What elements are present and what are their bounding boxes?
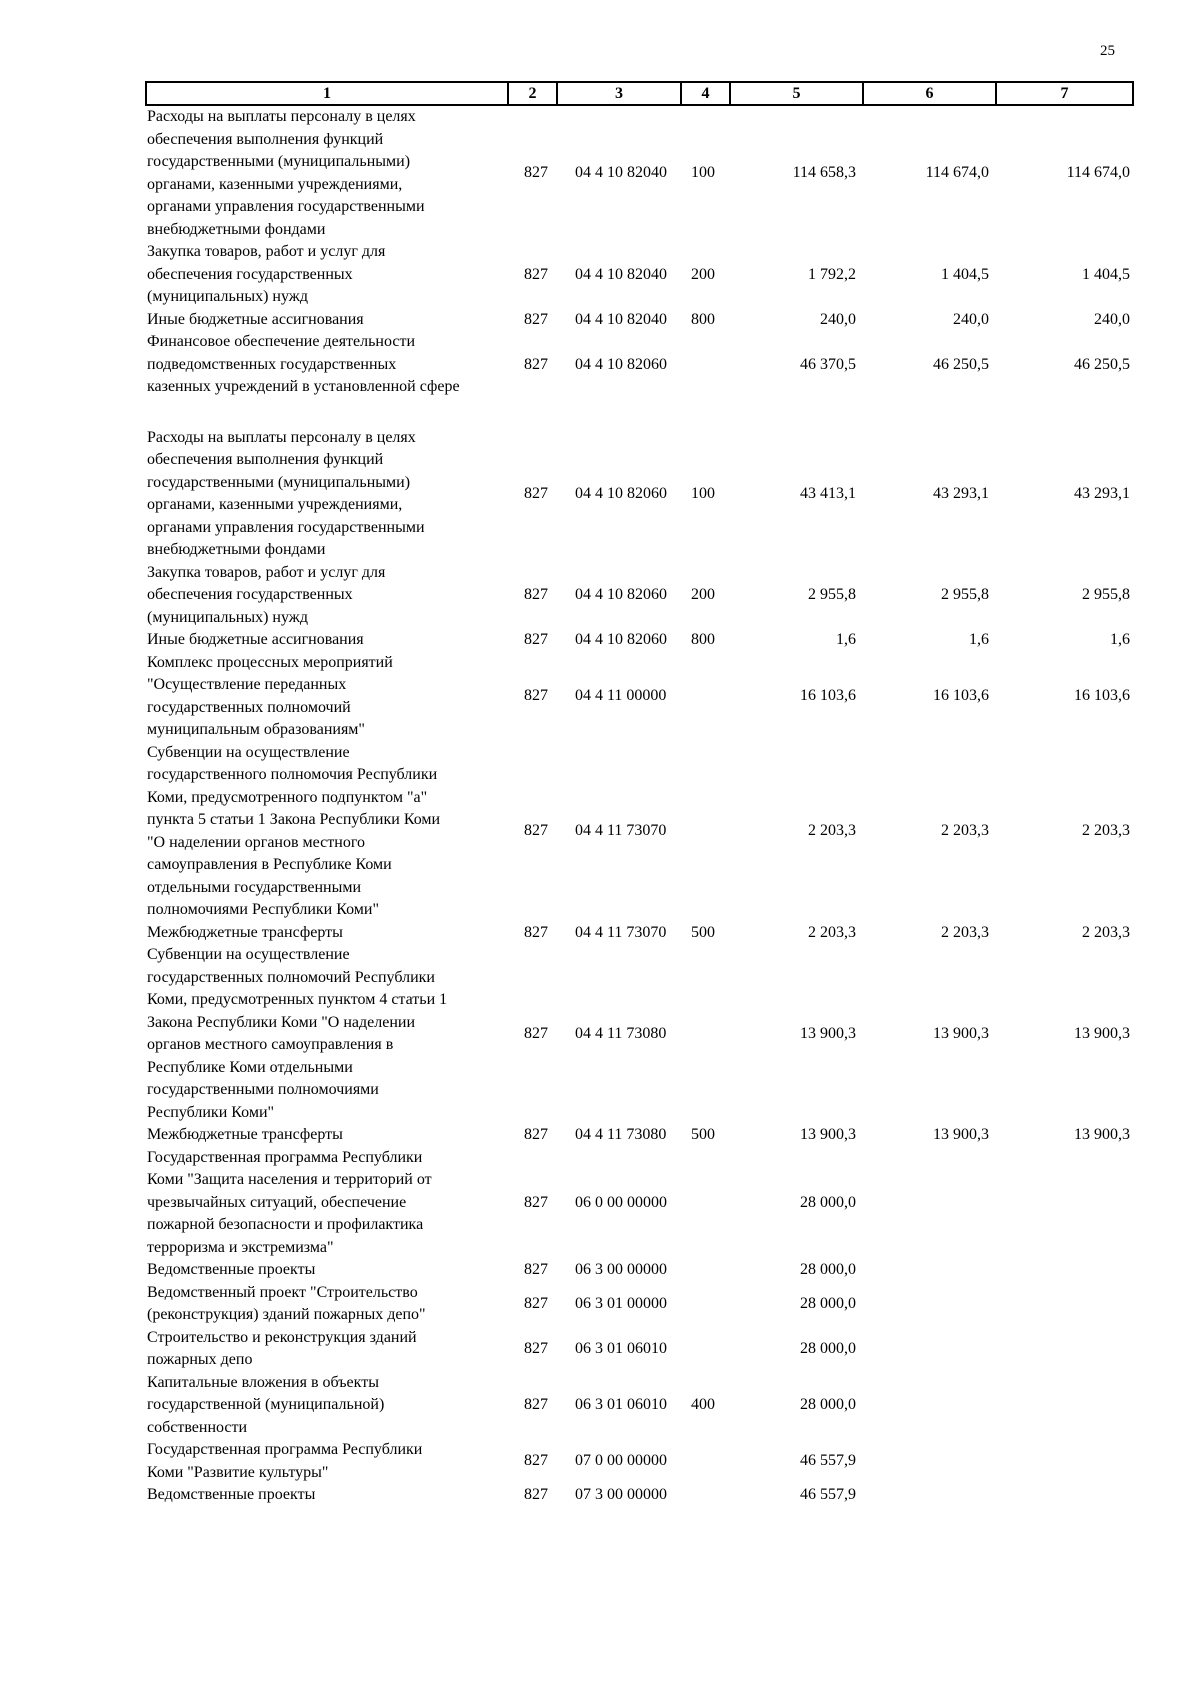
row-expense-type bbox=[681, 1327, 730, 1372]
row-value-7: 13 900,3 bbox=[1074, 1024, 1130, 1042]
row-expense-type bbox=[681, 331, 730, 399]
row-expense-type bbox=[681, 1147, 730, 1260]
row-value-6: 2 203,3 bbox=[941, 923, 989, 941]
row-target-code: 04 4 10 82040 bbox=[575, 310, 667, 328]
row-description: Межбюджетные трансферты bbox=[147, 923, 343, 941]
header-row bbox=[146, 82, 1133, 105]
row-admin-code: 827 bbox=[524, 822, 548, 840]
row-expense-type: 100 bbox=[691, 484, 715, 502]
row-description: Иные бюджетные ассигнования bbox=[147, 310, 364, 328]
row-value-6: 2 955,8 bbox=[941, 586, 989, 603]
row-value-7: 2 203,3 bbox=[1082, 923, 1130, 941]
row-description: Закупка товаров, работ и услуг для обеспечения государственных (муниципальных) нужд bbox=[147, 243, 386, 305]
row-expense-type bbox=[681, 944, 730, 1124]
row-value-7: 2 955,8 bbox=[1082, 586, 1130, 603]
row-value-7 bbox=[996, 1327, 1133, 1372]
table-spacer-row bbox=[146, 399, 1133, 427]
row-value-7: 114 674,0 bbox=[1066, 164, 1130, 182]
row-admin-code: 827 bbox=[524, 586, 548, 603]
row-admin-code: 827 bbox=[524, 1486, 548, 1503]
row-target-code: 06 3 01 06010 bbox=[575, 1339, 667, 1357]
header-col-7: 7 bbox=[996, 82, 1133, 105]
row-target-code: 04 4 10 82060 bbox=[575, 586, 667, 603]
table-row bbox=[146, 309, 1133, 332]
row-expense-type: 200 bbox=[691, 265, 715, 283]
row-value-7 bbox=[996, 1147, 1133, 1260]
row-value-5: 16 103,6 bbox=[800, 687, 856, 705]
row-value-7: 1,6 bbox=[1110, 631, 1130, 648]
row-admin-code: 827 bbox=[524, 1126, 548, 1143]
row-value-6: 43 293,1 bbox=[933, 484, 989, 502]
table-row bbox=[146, 1439, 1133, 1484]
row-value-5: 2 955,8 bbox=[808, 586, 856, 603]
row-value-6: 46 250,5 bbox=[933, 355, 989, 373]
row-expense-type: 200 bbox=[691, 586, 715, 603]
table-row bbox=[146, 331, 1133, 399]
row-target-code: 06 3 00 00000 bbox=[575, 1261, 667, 1278]
row-value-5: 240,0 bbox=[820, 310, 856, 328]
row-expense-type bbox=[681, 1282, 730, 1327]
row-target-code: 06 0 00 00000 bbox=[575, 1193, 667, 1211]
row-target-code: 04 4 10 82040 bbox=[575, 164, 667, 182]
row-expense-type: 800 bbox=[691, 310, 715, 328]
row-value-6: 1 404,5 bbox=[941, 265, 989, 283]
row-expense-type bbox=[681, 1259, 730, 1282]
row-admin-code: 827 bbox=[524, 631, 548, 648]
table-row bbox=[146, 1372, 1133, 1440]
row-value-7 bbox=[996, 1282, 1133, 1327]
table-row bbox=[146, 652, 1133, 742]
row-description: Ведомственные проекты bbox=[147, 1261, 316, 1278]
row-value-5: 46 557,9 bbox=[800, 1486, 856, 1503]
row-value-7: 240,0 bbox=[1094, 310, 1130, 328]
row-value-5: 114 658,3 bbox=[792, 164, 856, 182]
row-description: Ведомственные проекты bbox=[147, 1486, 316, 1503]
row-value-5: 2 203,3 bbox=[808, 822, 856, 840]
row-value-5: 28 000,0 bbox=[800, 1396, 856, 1413]
row-value-5: 13 900,3 bbox=[800, 1126, 856, 1143]
row-value-6 bbox=[863, 1439, 996, 1484]
row-value-5: 46 557,9 bbox=[800, 1452, 856, 1470]
row-expense-type bbox=[681, 1439, 730, 1484]
row-value-6: 1,6 bbox=[969, 631, 989, 648]
row-admin-code: 827 bbox=[524, 355, 548, 373]
row-description: Государственная программа Республики Коми "Защита населения и территорий от чрезвычайных ситуаций, обеспечение пожарной безопасности и профилактика терроризма и экстремизма" bbox=[147, 1148, 432, 1256]
row-value-5: 28 000,0 bbox=[800, 1193, 856, 1211]
row-admin-code: 827 bbox=[524, 1294, 548, 1312]
row-value-6: 13 900,3 bbox=[933, 1126, 989, 1143]
table-row bbox=[146, 105, 1133, 241]
row-value-7 bbox=[996, 1439, 1133, 1484]
row-admin-code: 827 bbox=[524, 1261, 548, 1278]
row-admin-code: 827 bbox=[524, 1452, 548, 1470]
table-row bbox=[146, 1327, 1133, 1372]
table-row bbox=[146, 629, 1133, 652]
row-value-7: 46 250,5 bbox=[1074, 355, 1130, 373]
table-row bbox=[146, 1259, 1133, 1282]
row-description: Государственная программа Республики Коми "Развитие культуры" bbox=[147, 1441, 423, 1481]
row-admin-code: 827 bbox=[524, 1193, 548, 1211]
table-row bbox=[146, 1484, 1133, 1507]
row-value-6 bbox=[863, 1372, 996, 1440]
row-value-6: 13 900,3 bbox=[933, 1024, 989, 1042]
row-admin-code: 827 bbox=[524, 687, 548, 705]
row-value-7: 13 900,3 bbox=[1074, 1126, 1130, 1143]
row-value-6 bbox=[863, 1147, 996, 1260]
row-target-code: 04 4 10 82040 bbox=[575, 265, 667, 283]
row-description: Расходы на выплаты персоналу в целях обеспечения выполнения функций государственными (муниципальными) органами, казенными учреждениями, органами управления государственными внебюджетными фондами bbox=[147, 428, 425, 558]
row-value-7: 1 404,5 bbox=[1082, 265, 1130, 283]
row-value-5: 28 000,0 bbox=[800, 1339, 856, 1357]
row-expense-type: 800 bbox=[691, 631, 715, 648]
row-admin-code: 827 bbox=[524, 923, 548, 941]
row-target-code: 04 4 10 82060 bbox=[575, 631, 667, 648]
row-target-code: 07 0 00 00000 bbox=[575, 1452, 667, 1470]
row-target-code: 04 4 11 73070 bbox=[575, 923, 667, 941]
row-value-5: 43 413,1 bbox=[800, 484, 856, 502]
row-value-5: 46 370,5 bbox=[800, 355, 856, 373]
spacer-cell bbox=[146, 399, 1133, 427]
row-value-7 bbox=[996, 1372, 1133, 1440]
row-expense-type: 500 bbox=[691, 1126, 715, 1143]
table-row bbox=[146, 562, 1133, 630]
header-col-2: 2 bbox=[508, 82, 557, 105]
table-row bbox=[146, 241, 1133, 309]
row-target-code: 04 4 11 73070 bbox=[575, 822, 667, 840]
row-value-5: 28 000,0 bbox=[800, 1294, 856, 1312]
row-description: Финансовое обеспечение деятельности подведомственных государственных казенных учреждений в установленной сфере bbox=[147, 333, 460, 395]
row-description: Расходы на выплаты персоналу в целях обеспечения выполнения функций государственными (муниципальными) органами, казенными учреждениями, органами управления государственными внебюджетными фондами bbox=[147, 108, 425, 238]
row-description: Капитальные вложения в объекты государственной (муниципальной) собственности bbox=[147, 1373, 385, 1436]
header-col-4: 4 bbox=[681, 82, 730, 105]
table-row bbox=[146, 944, 1133, 1124]
row-admin-code: 827 bbox=[524, 1024, 548, 1042]
row-target-code: 06 3 01 06010 bbox=[575, 1396, 667, 1413]
row-value-5: 2 203,3 bbox=[808, 923, 856, 941]
header-col-1: 1 bbox=[146, 82, 508, 105]
table-row bbox=[146, 1124, 1133, 1147]
row-expense-type bbox=[681, 742, 730, 922]
table-row bbox=[146, 427, 1133, 562]
row-admin-code: 827 bbox=[524, 164, 548, 182]
row-value-6 bbox=[863, 1282, 996, 1327]
row-value-6: 2 203,3 bbox=[941, 822, 989, 840]
row-admin-code: 827 bbox=[524, 310, 548, 328]
row-admin-code: 827 bbox=[524, 484, 548, 502]
row-admin-code: 827 bbox=[524, 1339, 548, 1357]
row-target-code: 07 3 00 00000 bbox=[575, 1486, 667, 1503]
row-value-7 bbox=[996, 1259, 1133, 1282]
table-row bbox=[146, 922, 1133, 945]
row-value-6: 16 103,6 bbox=[933, 687, 989, 705]
row-expense-type: 400 bbox=[691, 1396, 715, 1413]
row-value-6 bbox=[863, 1327, 996, 1372]
header-col-3: 3 bbox=[557, 82, 681, 105]
row-description: Строительство и реконструкция зданий пожарных депо bbox=[147, 1328, 417, 1368]
row-target-code: 04 4 11 73080 bbox=[575, 1024, 667, 1042]
row-target-code: 04 4 10 82060 bbox=[575, 355, 667, 373]
row-expense-type bbox=[681, 1484, 730, 1507]
table-body bbox=[146, 105, 1133, 1507]
row-target-code: 06 3 01 00000 bbox=[575, 1294, 667, 1312]
row-target-code: 04 4 11 73080 bbox=[575, 1126, 667, 1143]
row-value-6: 240,0 bbox=[953, 310, 989, 328]
row-target-code: 04 4 11 00000 bbox=[575, 687, 667, 705]
table-row bbox=[146, 742, 1133, 922]
row-description: Межбюджетные трансферты bbox=[147, 1126, 343, 1143]
row-value-6 bbox=[863, 1484, 996, 1507]
row-value-5: 1 792,2 bbox=[808, 265, 856, 283]
budget-table bbox=[145, 81, 1134, 1507]
row-description: Субвенции на осуществление государственных полномочий Республики Коми, предусмотренных пунктом 4 статьи 1 Закона Республики Коми "О наделении органов местного самоуправления в Республике Коми отдельными государственными полномочиями Республики Коми" bbox=[147, 946, 448, 1121]
row-value-7: 2 203,3 bbox=[1082, 822, 1130, 840]
header-col-5: 5 bbox=[730, 82, 863, 105]
row-expense-type: 100 bbox=[691, 164, 715, 182]
row-description: Иные бюджетные ассигнования bbox=[147, 631, 364, 648]
row-value-5: 28 000,0 bbox=[800, 1261, 856, 1278]
row-expense-type bbox=[681, 652, 730, 742]
row-value-7: 43 293,1 bbox=[1074, 484, 1130, 502]
row-value-6 bbox=[863, 1259, 996, 1282]
header-col-6: 6 bbox=[863, 82, 996, 105]
row-description: Субвенции на осуществление государственного полномочия Республики Коми, предусмотренного подпунктом "а" пункта 5 статьи 1 Закона Республики Коми "О наделении органов местного самоуправления в Республике Коми отдельными государственными полномочиями Республики Коми" bbox=[147, 743, 441, 918]
row-value-6: 114 674,0 bbox=[925, 164, 989, 182]
row-description: Комплекс процессных мероприятий "Осуществление переданных государственных полномочий муниципальным образованиям" bbox=[147, 653, 393, 738]
row-admin-code: 827 bbox=[524, 265, 548, 283]
row-description: Ведомственный проект "Строительство (реконструкция) зданий пожарных депо" bbox=[147, 1283, 426, 1323]
table-row bbox=[146, 1147, 1133, 1260]
row-description: Закупка товаров, работ и услуг для обеспечения государственных (муниципальных) нужд bbox=[147, 563, 386, 626]
page-number: 25 bbox=[1100, 43, 1115, 59]
row-value-7 bbox=[996, 1484, 1133, 1507]
row-admin-code: 827 bbox=[524, 1396, 548, 1413]
row-value-5: 13 900,3 bbox=[800, 1024, 856, 1042]
row-value-7: 16 103,6 bbox=[1074, 687, 1130, 705]
row-value-5: 1,6 bbox=[836, 631, 856, 648]
table-row bbox=[146, 1282, 1133, 1327]
row-expense-type: 500 bbox=[691, 923, 715, 941]
row-target-code: 04 4 10 82060 bbox=[575, 484, 667, 502]
